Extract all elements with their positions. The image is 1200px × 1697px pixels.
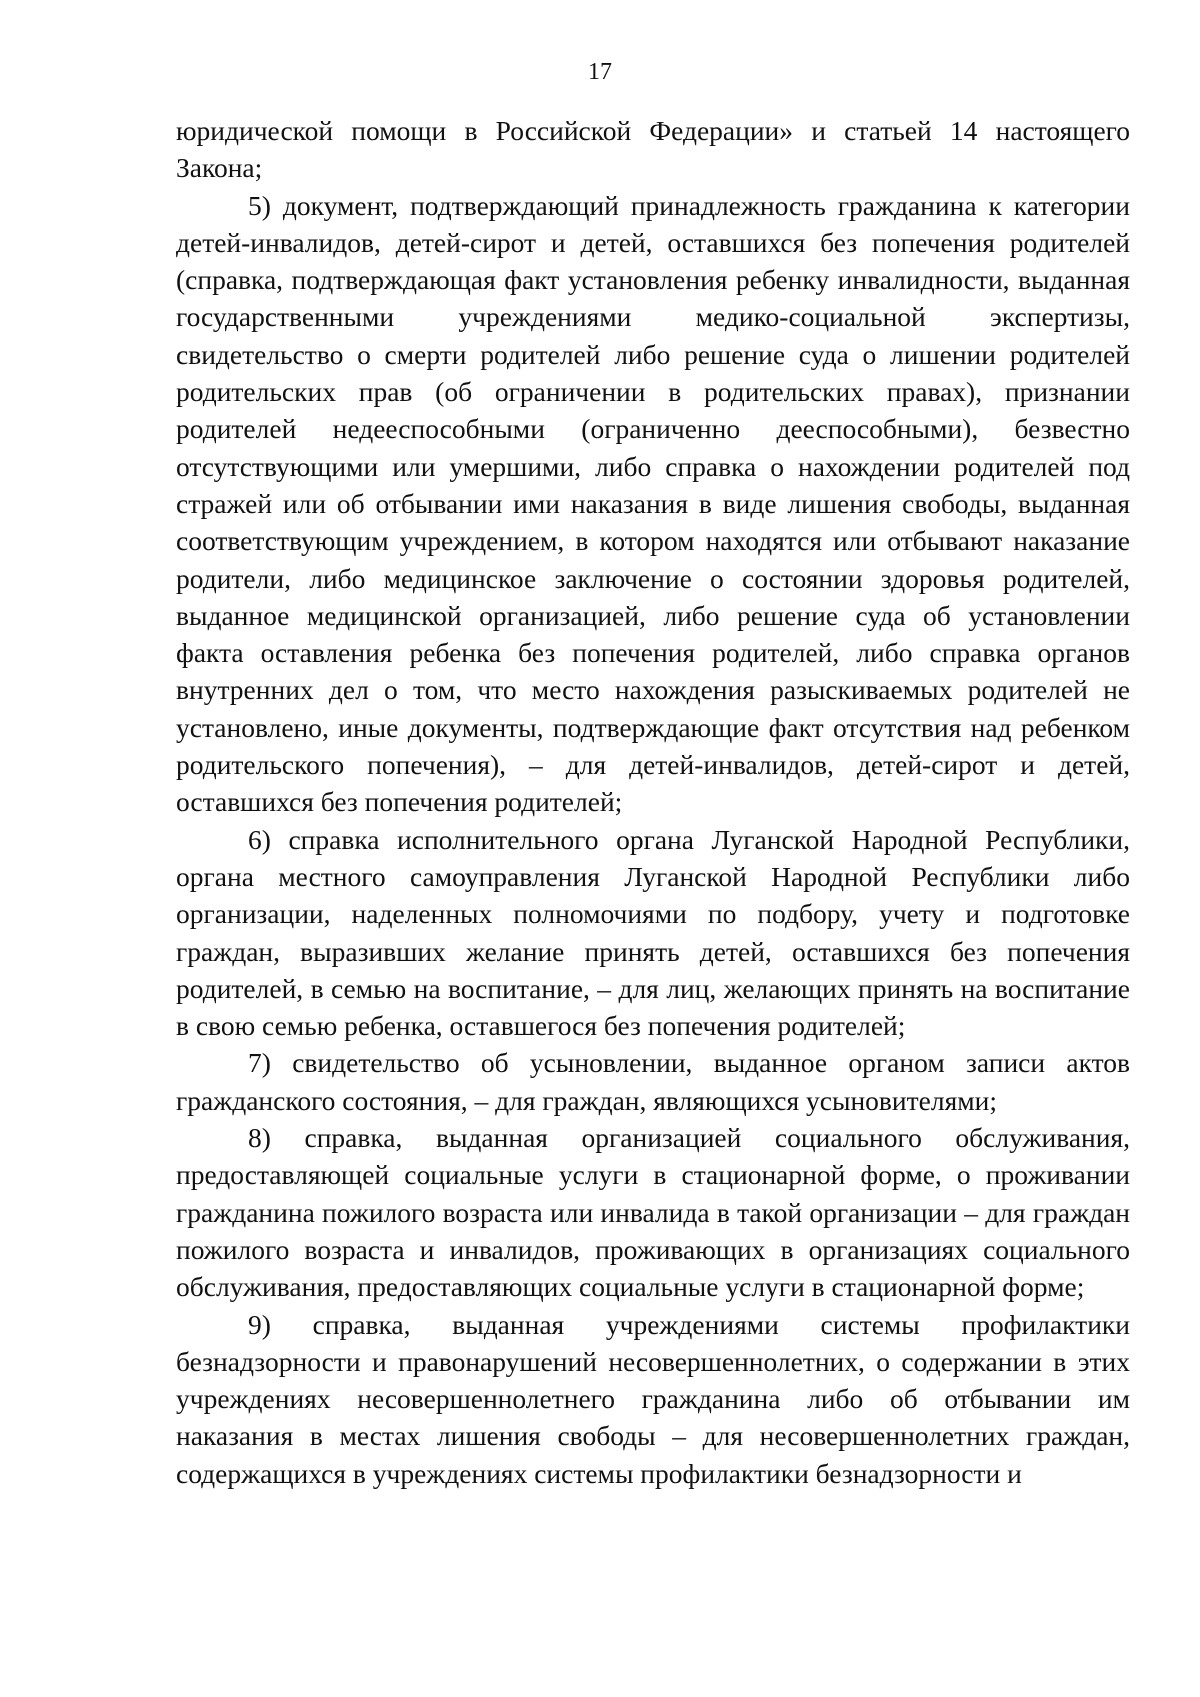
paragraph-item-8: 8) справка, выданная организацией социального обслуживания, предоставляющей социальные услуги в стационарной форме, о проживании гражданина пожилого возраста или инвалида в такой организации – для граждан пожилого возраста и инвалидов, проживающих в организациях социального обслуживания, предоставляющих социальные услуги в стационарной форме; — [176, 1122, 1130, 1303]
paragraph-continuation: юридической помощи в Российской Федерации» и статьей 14 настоящего Закона; — [176, 115, 1130, 184]
paragraph-item-6: 6) справка исполнительного органа Луганской Народной Республики, органа местного самоуправления Луганской Народной Республики либо организации, наделенных полномочиями по подбору, учету и подготовке граждан, выразивших желание принять детей, оставшихся без попечения родителей, в семью на воспитание, – для лиц, желающих принять на воспитание в свою семью ребенка, оставшегося без попечения родителей; — [176, 823, 1130, 1042]
paragraph-item-5: 5) документ, подтверждающий принадлежность гражданина к категории детей-инвалидов, детей-сирот и детей, оставшихся без попечения родителей (справка, подтверждающая факт установления ребенку инвалидности, выданная государственными учреждениями медико-социальной экспертизы, свидетельство о смерти родителей либо решение суда о лишении родителей родительских прав (об ограничении в родительских правах), признании родителей недееспособными (ограниченно дееспособными), безвестно отсутствующими или умершими, либо справка о нахождении родителей под стражей или об отбывании ими наказания в виде лишения свободы, выданная соответствующим учреждением, в котором находятся или отбывают наказание родители, либо медицинское заключение о состоянии здоровья родителей, выданное медицинской организацией, либо решение суда об установлении факта оставления ребенка без попечения родителей, либо справка органов внутренних дел о том, что место нахождения разыскиваемых родителей не установлено, иные документы, подтверждающие факт отсутствия над ребенком родительского попечения), – для детей-инвалидов, детей-сирот и детей, оставшихся без попечения родителей; — [176, 189, 1130, 818]
page-number: 17 — [588, 59, 612, 85]
paragraph-item-9: 9) справка, выданная учреждениями системы профилактики безнадзорности и правонарушений несовершеннолетних, о содержании в этих учреждениях несовершеннолетнего гражданина либо об отбывании им наказания в местах лишения свободы – для несовершеннолетних граждан, содержащихся в учреждениях системы профилактики безнадзорности и — [176, 1308, 1130, 1489]
document-body — [176, 112, 1130, 1492]
paragraph-item-7: 7) свидетельство об усыновлении, выданное органом записи актов гражданского состояния, – для граждан, являющихся усыновителями; — [176, 1047, 1130, 1116]
